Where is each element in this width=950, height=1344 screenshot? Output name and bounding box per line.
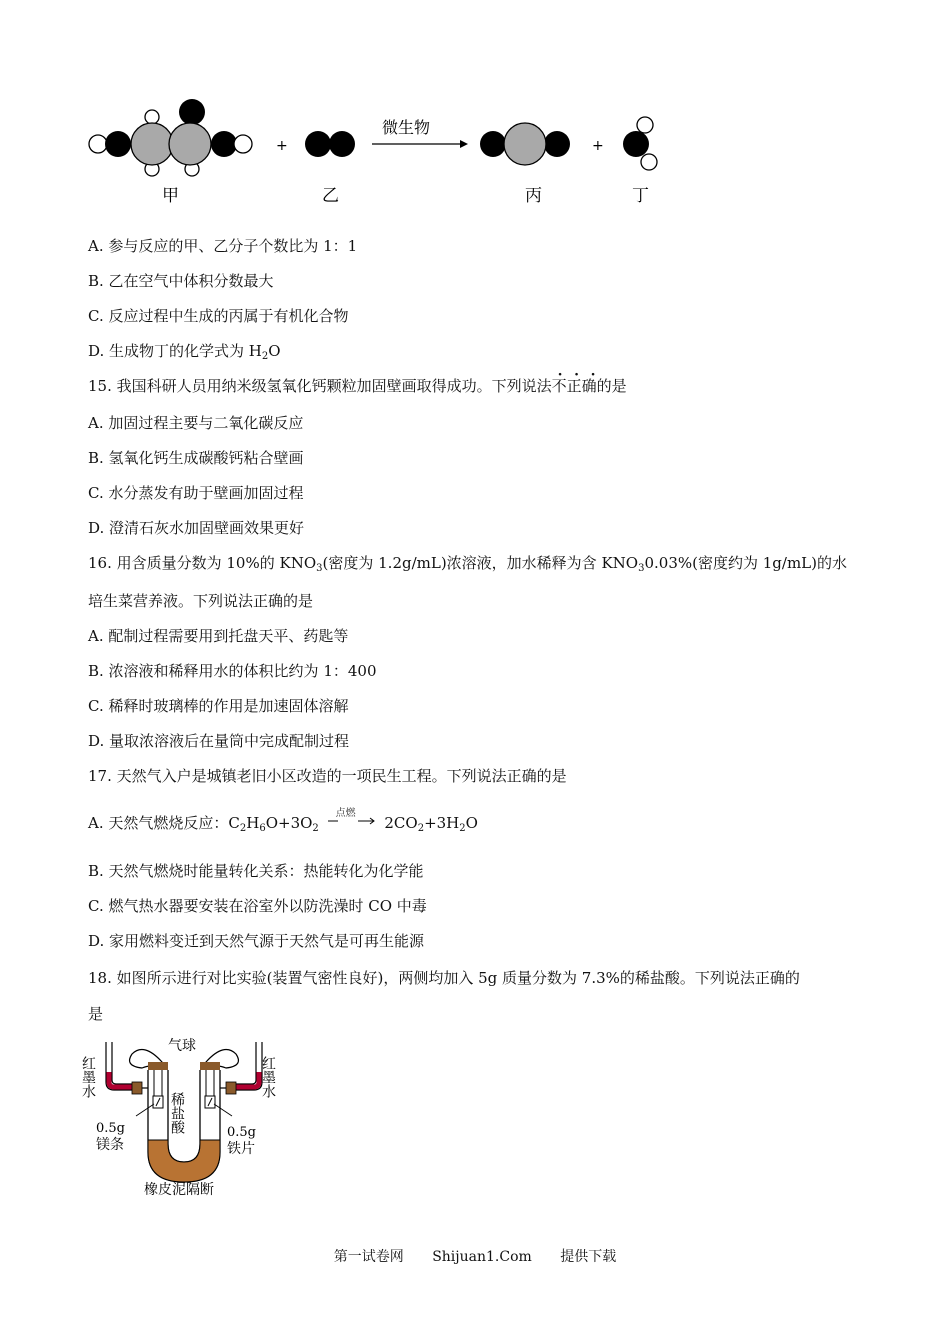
q18-stem-line1: 18. 如图所示进行对比实验(装置气密性良好)，两侧均加入 5g 质量分数为 7.3%的稀盐酸。下列说法正确的 (88, 969, 800, 987)
q18-stem-line2: 是 (88, 1005, 104, 1023)
q15-option-a: A. 加固过程主要与二氧化碳反应 (88, 414, 304, 432)
label-jia: 甲 (162, 186, 179, 206)
molecule-yi (305, 131, 355, 157)
footer-url: Shijuan1.Com (432, 1249, 532, 1265)
q14-option-d: D. 生成物丁的化学式为 $H_2O$ (88, 342, 281, 362)
q15-option-b: B. 氢氧化钙生成碳酸钙粘合壁画 (88, 449, 304, 467)
plus-2: + (592, 138, 604, 154)
label-yi: 乙 (322, 186, 339, 206)
q17-option-b: B. 天然气燃烧时能量转化关系：热能转化为化学能 (88, 862, 424, 880)
molecule-jia (89, 99, 252, 176)
label-red-ink-left: 红墨水 (80, 1056, 96, 1098)
reaction-arrow (372, 140, 468, 148)
q15-option-c: C. 水分蒸发有助于壁画加固过程 (88, 484, 304, 502)
q15-option-d: D. 澄清石灰水加固壁画效果更好 (88, 519, 305, 537)
q17-option-c: C. 燃气热水器要安装在浴室外以防洗澡时 CO 中毒 (88, 897, 427, 915)
left-manometer (106, 1042, 134, 1090)
label-ding: 丁 (632, 186, 649, 206)
q17-option-a: A. 天然气燃烧反应：$C_2H_6O+3O_2$ 点燃 $2CO_2+3H_2O$ (88, 808, 478, 834)
putty-divider (148, 1140, 220, 1182)
label-mg: 镁条 (96, 1137, 124, 1153)
page-footer (0, 1246, 950, 1266)
label-fe: 铁片 (227, 1141, 255, 1157)
q14-option-a: A. 参与反应的甲、乙分子个数比为 1：1 (88, 237, 358, 255)
reaction-diagram (80, 95, 680, 210)
molecule-bing (480, 123, 570, 165)
q16-option-b: B. 浓溶液和稀释用水的体积比约为 1：400 (88, 662, 377, 680)
q17-stem: 17. 天然气入户是城镇老旧小区改造的一项民生工程。下列说法正确的是 (88, 767, 567, 785)
label-bing: 丙 (525, 186, 542, 206)
plus-1: + (276, 138, 288, 154)
combustion-arrow: 点燃 (324, 814, 380, 834)
molecule-ding (623, 117, 657, 170)
u-tube-apparatus (80, 1032, 284, 1198)
arrow-label: 微生物 (382, 118, 431, 137)
label-balloon: 气球 (168, 1038, 196, 1054)
emphasis-not-correct: · · · 不正确 (552, 377, 597, 395)
label-mg-mass: 0.5g (96, 1121, 125, 1136)
right-manometer (234, 1042, 262, 1090)
footer-site: 第一试卷网 (333, 1249, 404, 1265)
q14-option-b: B. 乙在空气中体积分数最大 (88, 272, 274, 290)
q16-option-d: D. 量取浓溶液后在量筒中完成配制过程 (88, 732, 350, 750)
q16-stem-line2: 培生菜营养液。下列说法正确的是 (88, 592, 314, 610)
q14-option-c: C. 反应过程中生成的丙属于有机化合物 (88, 307, 349, 325)
q16-option-c: C. 稀释时玻璃棒的作用是加速固体溶解 (88, 697, 349, 715)
q16-option-a: A. 配制过程需要用到托盘天平、药匙等 (88, 627, 349, 645)
label-putty: 橡皮泥隔断 (144, 1182, 214, 1198)
label-red-ink-right: 红墨水 (260, 1056, 276, 1098)
footer-note: 提供下载 (560, 1249, 617, 1265)
q17-option-d: D. 家用燃料变迁到天然气源于天然气是可再生能源 (88, 932, 425, 950)
label-acid: 稀盐酸 (169, 1092, 185, 1134)
q16-stem-line1: 16. 用含质量分数为 10%的 $KNO_3$(密度为 1.2g/mL)浓溶液，加水稀释为含 $KNO_30.03\%$(密度约为 1g/mL)的水 (88, 554, 847, 574)
label-fe-mass: 0.5g (227, 1125, 256, 1140)
q15-stem: 15. 我国科研人员用纳米级氢氧化钙颗粒加固壁画取得成功。下列说法· · · 不正确的是 (88, 376, 627, 396)
